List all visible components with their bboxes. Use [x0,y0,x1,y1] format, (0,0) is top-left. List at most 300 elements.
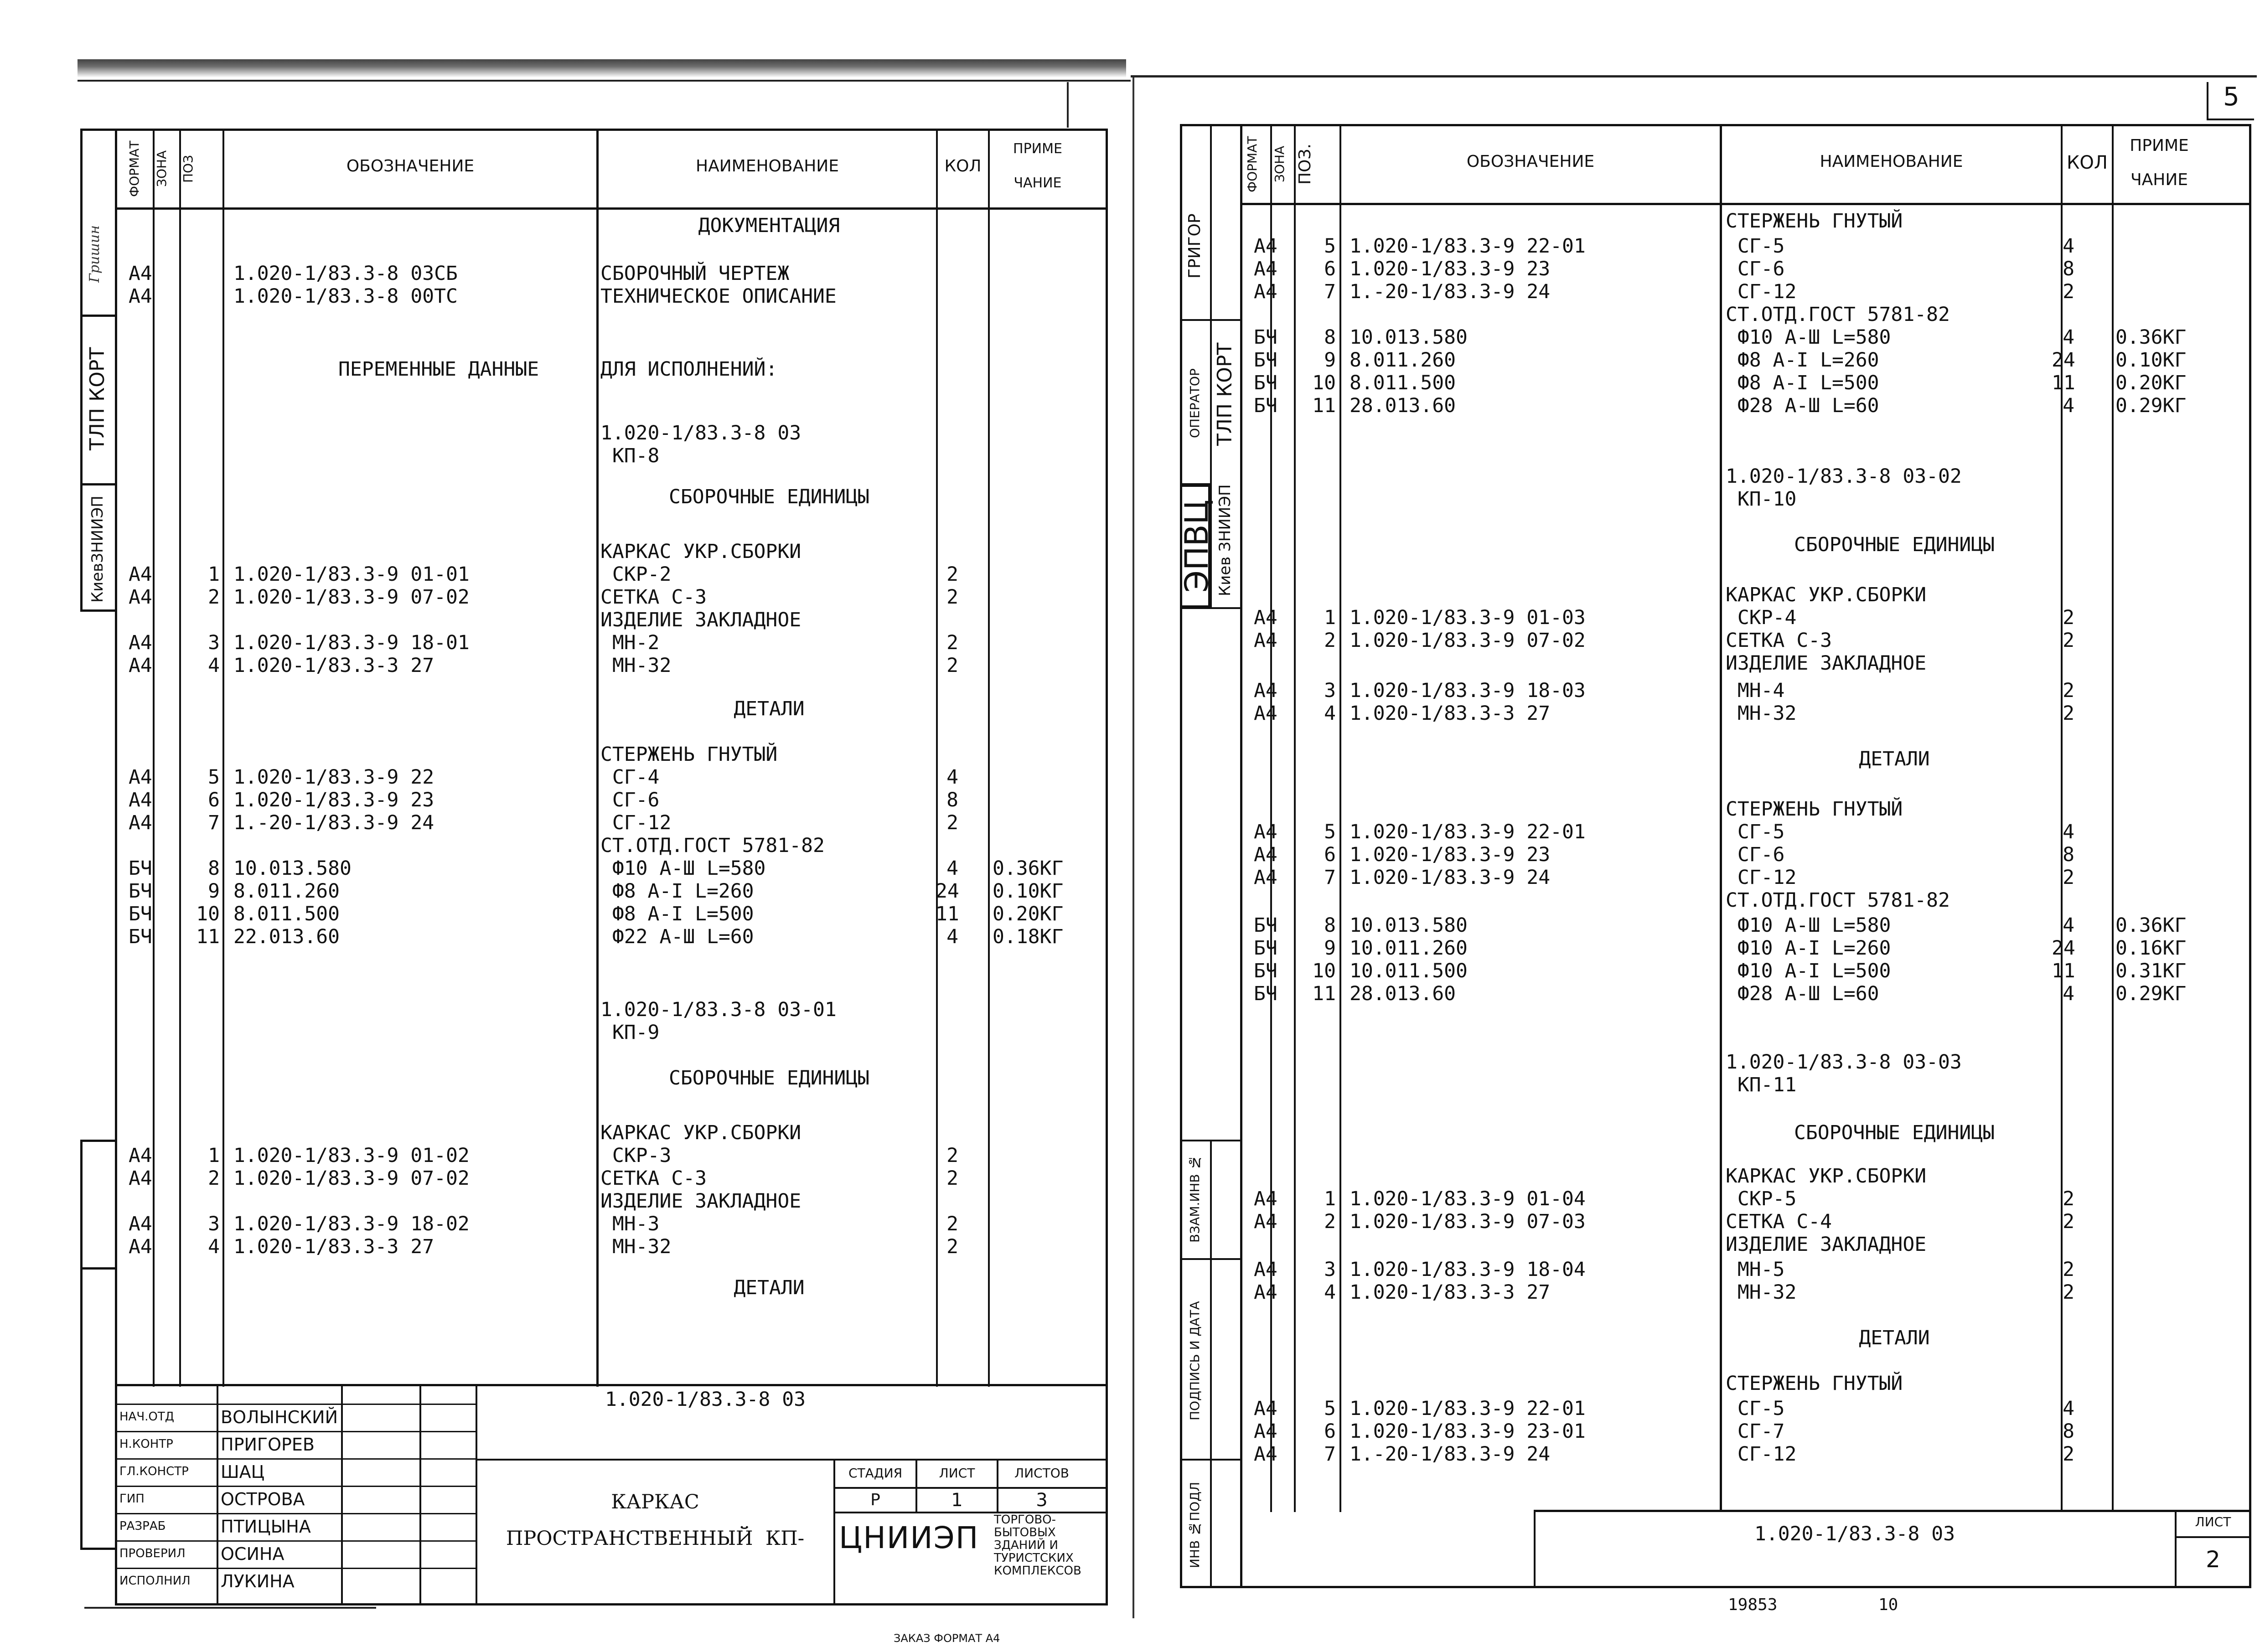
cell-name: Ф8 А-I L=500 [600,903,754,925]
cell-des: ПЕРЕМЕННЫЕ ДАННЫЕ [338,358,539,381]
cell-pos: 9 [1324,349,1336,372]
title-name: ПРИГОРЕВ [221,1435,315,1455]
cell-fmt: БЧ [1254,326,1277,349]
org-subtitle: ТОРГОВО-БЫТОВЫХ ЗДАНИЙ И ТУРИСТСКИХ КОМПЛЕКСОВ [994,1513,1081,1578]
cell-name: КП-10 [1726,488,1797,511]
cell-fmt: А4 [1254,843,1277,866]
title-row-line [115,1568,477,1569]
sheet-value: 2 [2206,1546,2220,1573]
signature-mark [1199,182,1213,301]
cell-qty: 2 [2063,866,2074,889]
cell-name: СГ-6 [1726,843,1785,866]
cell-name: СТЕРЖЕНЬ ГНУТЫЙ [1726,210,1903,232]
cell-des: 28.013.60 [1350,394,1456,417]
cell-qty: 24 [2052,937,2075,960]
title-row-line [115,1431,477,1432]
stage-value: Р [870,1491,880,1509]
cell-pos: 5 [1324,821,1336,843]
org-logo: ЦНИИЭП [839,1520,979,1555]
cell-des: 1.-20-1/83.3-9 24 [1350,1443,1551,1466]
cell-note: 0.36КГ [2115,326,2187,349]
cell-note: 0.29КГ [2115,982,2187,1005]
cell-note: 0.18КГ [993,925,1064,948]
cell-qty: 8 [2063,1420,2074,1443]
title-name: ШАЦ [221,1462,265,1482]
cell-pos: 1 [1324,606,1336,629]
header-designation: ОБОЗНАЧЕНИЕ [346,157,475,176]
signature-mark: Гришин [87,225,103,283]
cell-fmt: А4 [1254,1397,1277,1420]
cell-name: СТЕРЖЕНЬ ГНУТЫЙ [600,743,778,766]
title-role: НАЧ.ОТД [119,1410,175,1424]
cell-fmt: А4 [1254,258,1277,280]
cell-qty: 4 [946,766,958,789]
cell-name: Ф10 А-I L=260 [1726,937,1891,960]
cell-qty: 8 [2063,843,2074,866]
cell-qty: 4 [2063,326,2074,349]
cell-pos: 4 [1324,702,1336,725]
cell-name: МН-32 [1726,702,1797,725]
cell-name: СЕТКА С-3 [1726,629,1832,652]
cell-des: 8.011.500 [233,903,340,925]
cell-qty: 2 [2063,606,2074,629]
cell-name: ДЕТАЛИ [1859,748,1930,770]
header-note1: ПРИМЕ [2130,136,2189,155]
header-pos: ПОЗ [181,155,196,183]
cell-qty: 2 [2063,1443,2074,1466]
cell-pos: 6 [1324,1420,1336,1443]
scan-edge [78,59,1126,77]
cell-name: МН-5 [1726,1258,1785,1281]
cell-fmt: А4 [1254,629,1277,652]
cell-des: 10.013.580 [233,857,352,880]
cell-pos: 9 [208,880,220,903]
cell-name: СГ-12 [600,811,672,834]
cell-des: 1.020-1/83.3-9 22-01 [1350,821,1586,843]
cell-name: Ф8 А-I L=260 [600,880,754,903]
cell-name: Ф8 А-I L=260 [1726,349,1879,372]
cell-pos: 7 [208,811,220,834]
cell-des: 1.020-1/83.3-8 03СБ [233,262,458,285]
cell-name: СБОРОЧНЫЕ ЕДИНИЦЫ [668,485,870,508]
cell-fmt: А4 [129,262,152,285]
cell-fmt: А4 [1254,235,1277,258]
cell-name: ДЕТАЛИ [734,697,805,720]
title-row-line [115,1458,477,1460]
cell-fmt: А4 [129,1213,152,1235]
cell-name: СТ.ОТД.ГОСТ 5781-82 [1726,303,1950,326]
cell-des: 1.020-1/83.3-8 00ТС [233,285,458,308]
cell-name: Ф10 А-Ш L=580 [600,857,766,880]
cell-name: КП-8 [600,444,660,467]
cell-pos: 6 [1324,843,1336,866]
cell-fmt: А4 [1254,1420,1277,1443]
cell-pos: 5 [1324,1397,1336,1420]
cell-note: 0.10КГ [993,880,1064,903]
cell-pos: 3 [208,631,220,654]
cell-fmt: А4 [1254,1210,1277,1233]
cell-qty: 2 [2063,1187,2074,1210]
header-format: ФОРМАТ [1245,136,1260,192]
cell-pos: 5 [1324,235,1336,258]
cell-pos: 8 [1324,914,1336,937]
cell-name: КП-11 [1726,1074,1797,1096]
cell-qty: 2 [2063,1258,2074,1281]
cell-qty: 2 [946,1235,958,1258]
cell-fmt: БЧ [1254,982,1277,1005]
cell-des: 10.011.500 [1350,960,1468,982]
stage-header: СТАДИЯ [848,1466,903,1481]
cell-pos: 3 [1324,1258,1336,1281]
cell-name: СГ-6 [600,789,660,811]
cell-name: СГ-5 [1726,235,1785,258]
cell-note: 0.36КГ [993,857,1064,880]
cell-pos: 11 [1312,394,1336,417]
cell-qty: 4 [2063,235,2074,258]
cell-name: МН-32 [600,1235,672,1258]
org-stamp-text: ТЛП КОРТ [86,347,109,451]
cell-qty: 2 [2063,629,2074,652]
cell-fmt: БЧ [129,903,152,925]
cell-name: МН-32 [600,654,672,677]
cell-name: СТЕРЖЕНЬ ГНУТЫЙ [1726,1372,1903,1395]
cell-name: КАРКАС УКР.СБОРКИ [1726,583,1927,606]
header-format: ФОРМАТ [127,140,142,197]
cell-fmt: А4 [129,586,152,609]
cell-des: 1.020-1/83.3-9 18-04 [1350,1258,1586,1281]
cell-name: СГ-6 [1726,258,1785,280]
cell-des: 1.020-1/83.3-9 23-01 [1350,1420,1586,1443]
stamp-field: ПОДПИСЬ И ДАТА [1187,1301,1202,1420]
cell-fmt: БЧ [129,857,152,880]
cell-name: Ф22 А-Ш L=60 [600,925,754,948]
cell-qty: 4 [2063,1397,2074,1420]
cell-pos: 4 [208,1235,220,1258]
title-role: ИСПОЛНИЛ [119,1574,191,1588]
header-name: НАИМЕНОВАНИЕ [696,157,839,176]
title-row-line [115,1486,477,1487]
cell-name: СКР-3 [600,1144,672,1167]
cell-pos: 2 [208,586,220,609]
cell-des: 1.020-1/83.3-3 27 [233,1235,434,1258]
cell-name: СБОРОЧНЫЕ ЕДИНИЦЫ [1794,1121,1995,1144]
cell-pos: 7 [1324,866,1336,889]
cell-pos: 10 [1312,960,1336,982]
cell-pos: 8 [1324,326,1336,349]
cell-fmt: А4 [129,285,152,308]
cell-des: 1.020-1/83.3-9 23 [1350,258,1551,280]
cell-qty: 11 [2052,372,2075,394]
footer-format: ЗАКАЗ ФОРМАТ А4 [894,1632,1000,1645]
cell-fmt: А4 [1254,1443,1277,1466]
header-qty: КОЛ [2067,152,2108,173]
cell-name: Ф10 А-Ш L=580 [1726,326,1891,349]
cell-qty: 11 [2052,960,2075,982]
cell-qty: 24 [936,880,959,903]
cell-pos: 4 [208,654,220,677]
cell-des: 1.020-1/83.3-9 18-01 [233,631,470,654]
cell-name: СБОРОЧНЫЙ ЧЕРТЕЖ [600,262,790,285]
cell-name: МН-2 [600,631,660,654]
cell-fmt: А4 [1254,1281,1277,1304]
title-name: ВОЛЫНСКИЙ [221,1407,338,1427]
cell-name: Ф10 А-I L=500 [1726,960,1891,982]
cell-des: 1.020-1/83.3-9 22 [233,766,434,789]
cell-pos: 2 [208,1167,220,1190]
title-name: ЛУКИНА [221,1571,295,1591]
cell-des: 8.011.500 [1350,372,1456,394]
org-stamp-text: Киев ЗНИИЭП [1216,484,1234,596]
cell-name: СТЕРЖЕНЬ ГНУТЫЙ [1726,798,1903,821]
cell-note: 0.20КГ [2115,372,2187,394]
cell-fmt: А4 [1254,702,1277,725]
title-name: ОСИНА [221,1544,284,1564]
cell-fmt: БЧ [1254,394,1277,417]
cell-qty: 2 [2063,1281,2074,1304]
cell-fmt: А4 [1254,606,1277,629]
cell-name: МН-4 [1726,679,1785,702]
cell-des: 8.011.260 [1350,349,1456,372]
cell-pos: 6 [1324,258,1336,280]
cell-des: 1.020-1/83.3-9 24 [1350,866,1551,889]
cell-des: 1.020-1/83.3-3 27 [1350,702,1551,725]
cell-name: ДЕТАЛИ [734,1276,805,1299]
cell-note: 0.20КГ [993,903,1064,925]
cell-name: ИЗДЕЛИЕ ЗАКЛАДНОЕ [1726,1233,1927,1256]
cell-qty: 2 [946,1167,958,1190]
cell-des: 1.020-1/83.3-9 07-02 [233,586,470,609]
header-note2: ЧАНИЕ [1014,175,1062,191]
cell-qty: 2 [2063,1210,2074,1233]
cell-fmt: БЧ [129,880,152,903]
sheet-label: ЛИСТ [2195,1514,2231,1529]
cell-name: СГ-7 [1726,1420,1785,1443]
cell-pos: 1 [208,1144,220,1167]
cell-fmt: А4 [129,631,152,654]
cell-pos: 8 [208,857,220,880]
title-line2: ПРОСТРАНСТВЕННЫЙ КП- [506,1527,805,1550]
cell-name: СГ-4 [600,766,660,789]
cell-name: СГ-12 [1726,866,1797,889]
header-designation: ОБОЗНАЧЕНИЕ [1466,152,1595,171]
cell-pos: 6 [208,789,220,811]
cell-des: 28.013.60 [1350,982,1456,1005]
cell-pos: 11 [1312,982,1336,1005]
cell-pos: 4 [1324,1281,1336,1304]
cell-name: Ф28 А-Ш L=60 [1726,394,1879,417]
cell-fmt: БЧ [1254,960,1277,982]
cell-qty: 4 [2063,914,2074,937]
org-stamp-text: КиевЗНИИЭП [88,496,107,603]
cell-note: 0.31КГ [2115,960,2187,982]
cell-name: Ф8 А-I L=500 [1726,372,1879,394]
title-row-line [115,1540,477,1542]
cell-des: 1.020-1/83.3-9 01-03 [1350,606,1586,629]
footer-number: 19853 [1728,1595,1778,1614]
right-sheet [1131,0,2265,1652]
stamp-field: ВЗАМ.ИНВ № [1187,1155,1202,1243]
cell-name: СГ-12 [1726,280,1797,303]
cell-pos: 5 [208,766,220,789]
cell-qty: 4 [2063,821,2074,843]
cell-qty: 2 [946,586,958,609]
cell-qty: 2 [946,811,958,834]
cell-des: 1.020-1/83.3-9 22-01 [1350,235,1586,258]
cell-note: 0.29КГ [2115,394,2187,417]
stamp-field: ИНВ №ПОДЛ [1187,1482,1202,1568]
cell-pos: 7 [1324,280,1336,303]
cell-qty: 2 [946,563,958,586]
title-role: ПРОВЕРИЛ [119,1547,186,1560]
cell-fmt: А4 [129,1144,152,1167]
divider [1067,82,1069,128]
cell-name: КП-9 [600,1021,660,1044]
cell-des: 1.020-1/83.3-9 01-04 [1350,1187,1586,1210]
cell-name: МН-3 [600,1213,660,1235]
cell-qty: 4 [946,925,958,948]
cell-name: СТ.ОТД.ГОСТ 5781-82 [1726,889,1950,912]
cell-name: Ф10 А-Ш L=580 [1726,914,1891,937]
cell-des: 1.020-1/83.3-9 18-03 [1350,679,1586,702]
cell-des: 1.020-1/83.3-3 27 [1350,1281,1551,1304]
cell-name: СБОРОЧНЫЕ ЕДИНИЦЫ [1794,533,1995,556]
cell-des: 1.020-1/83.3-9 22-01 [1350,1397,1586,1420]
sheets-value: 3 [1036,1490,1048,1511]
cell-qty: 2 [946,654,958,677]
cell-fmt: А4 [129,1167,152,1190]
cell-pos: 9 [1324,937,1336,960]
header-qty: КОЛ [944,157,982,176]
cell-name: 1.020-1/83.3-8 03-01 [600,998,837,1021]
cell-fmt: БЧ [1254,937,1277,960]
cell-des: 1.020-1/83.3-9 01-02 [233,1144,470,1167]
cell-name: КАРКАС УКР.СБОРКИ [600,540,802,563]
cell-qty: 2 [2063,280,2074,303]
org-stamp-text: ТЛП КОРТ [1213,342,1236,446]
cell-qty: 2 [946,631,958,654]
cell-des: 10.011.260 [1350,937,1468,960]
cell-des: 1.020-1/83.3-9 07-03 [1350,1210,1586,1233]
cell-des: 1.-20-1/83.3-9 24 [233,811,434,834]
title-role: ГЛ.КОНСТР [119,1465,189,1478]
cell-fmt: А4 [1254,1258,1277,1281]
cell-fmt: БЧ [1254,372,1277,394]
header-pos: ПОЗ. [1296,144,1314,185]
cell-qty: 2 [2063,702,2074,725]
cell-name: СКР-2 [600,563,672,586]
cell-pos: 7 [1324,1443,1336,1466]
cell-qty: 8 [2063,258,2074,280]
cell-des: 1.020-1/83.3-9 07-02 [233,1167,470,1190]
sheets-header: ЛИСТОВ [1014,1466,1069,1481]
cell-fmt: А4 [129,789,152,811]
title-role: ГИП [119,1492,145,1506]
title-role: РАЗРАБ [119,1519,166,1533]
cell-name: ИЗДЕЛИЕ ЗАКЛАДНОЕ [1726,652,1927,675]
cell-des: 1.020-1/83.3-9 07-02 [1350,629,1586,652]
header-zone: ЗОНА [1272,145,1287,183]
cell-pos: 10 [1312,372,1336,394]
page-number: 5 [2207,82,2254,120]
title-row-line [115,1513,477,1514]
cell-des: 1.020-1/83.3-9 01-01 [233,563,470,586]
cell-qty: 4 [2063,394,2074,417]
cell-des: 1.020-1/83.3-3 27 [233,654,434,677]
cell-pos: 3 [1324,679,1336,702]
cell-fmt: А4 [129,654,152,677]
cell-qty: 8 [946,789,958,811]
cell-des: 8.011.260 [233,880,340,903]
title-row-line [115,1404,477,1405]
cell-fmt: БЧ [129,925,152,948]
cell-name: СГ-5 [1726,821,1785,843]
cell-fmt: БЧ [1254,914,1277,937]
cell-qty: 2 [2063,679,2074,702]
cell-des: 1.020-1/83.3-9 23 [1350,843,1551,866]
cell-name: 1.020-1/83.3-8 03 [600,422,802,444]
cell-fmt: А4 [129,1235,152,1258]
cell-pos: 11 [196,925,220,948]
role-stamp: ОПЕРАТОР [1187,368,1202,439]
cell-name: СТ.ОТД.ГОСТ 5781-82 [600,834,825,857]
cell-name: СГ-12 [1726,1443,1797,1466]
header-note1: ПРИМЕ [1013,141,1062,157]
cell-name: СБОРОЧНЫЕ ЕДИНИЦЫ [668,1067,870,1089]
cell-fmt: А4 [1254,280,1277,303]
cell-name: ДОКУМЕНТАЦИЯ [698,214,840,237]
cell-name: МН-32 [1726,1281,1797,1304]
title-code: 1.020-1/83.3-8 03 [1754,1523,1955,1545]
cell-fmt: А4 [129,563,152,586]
cell-des: 1.020-1/83.3-9 18-02 [233,1213,470,1235]
header-zone: ЗОНА [154,150,169,187]
cell-name: СКР-5 [1726,1187,1797,1210]
left-sheet [0,0,1131,1652]
cell-name: ИЗДЕЛИЕ ЗАКЛАДНОЕ [600,609,802,631]
cell-pos: 1 [1324,1187,1336,1210]
cell-name: 1.020-1/83.3-8 03-03 [1726,1051,1962,1074]
cell-name: СКР-4 [1726,606,1797,629]
header-name: НАИМЕНОВАНИЕ [1820,152,1963,171]
cell-qty: 24 [2052,349,2075,372]
cell-note: 0.16КГ [2115,937,2187,960]
cell-name: СЕТКА С-4 [1726,1210,1832,1233]
cell-des: 10.013.580 [1350,914,1468,937]
cell-fmt: А4 [129,766,152,789]
sheet-value: 1 [951,1490,963,1511]
title-line1: КАРКАС [611,1491,699,1513]
sheet-header: ЛИСТ [939,1466,975,1481]
cell-qty: 2 [946,1144,958,1167]
cell-fmt: А4 [1254,866,1277,889]
title-name: ПТИЦЫНА [221,1517,311,1537]
org-stamp-big: ЭПВЦ [1180,485,1210,607]
cell-qty: 4 [2063,982,2074,1005]
cell-fmt: БЧ [1254,349,1277,372]
cell-fmt: А4 [1254,821,1277,843]
cell-fmt: А4 [1254,1187,1277,1210]
footer-number-2: 10 [1878,1595,1898,1614]
title-name: ОСТРОВА [221,1489,305,1509]
header-note2: ЧАНИЕ [2130,170,2188,189]
cell-qty: 11 [936,903,959,925]
role-stamp: ГРИГОР [1185,213,1204,279]
cell-name: ДЕТАЛИ [1859,1327,1930,1349]
cell-pos: 10 [196,903,220,925]
cell-qty: 2 [946,1213,958,1235]
cell-name: КАРКАС УКР.СБОРКИ [1726,1165,1927,1187]
cell-fmt: А4 [129,811,152,834]
